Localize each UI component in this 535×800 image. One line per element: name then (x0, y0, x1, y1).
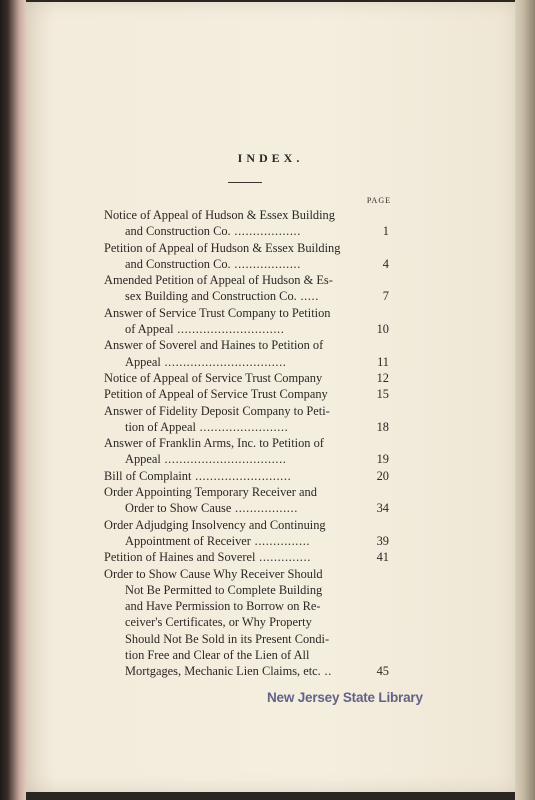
index-line-page-number: 15 (376, 387, 389, 402)
index-line (104, 566, 389, 582)
index-line (104, 484, 389, 500)
index-line-text: Not Be Permitted to Complete Building (125, 582, 323, 597)
index-line-page-number: 39 (376, 533, 389, 548)
index-line-text: Answer of Franklin Arms, Inc. to Petition of (104, 436, 324, 451)
index-line-page-number: 10 (376, 322, 389, 337)
index-line-text: Answer of Fidelity Deposit Company to Peti- (104, 403, 330, 418)
index-line-page-number: 7 (382, 289, 389, 304)
index-line-page-number: 20 (376, 468, 389, 483)
index-line-text: Bill of Complaint (104, 468, 192, 483)
index-line (104, 386, 389, 402)
index-line (104, 500, 389, 516)
index-line (104, 598, 389, 614)
index-line-text: Appeal (125, 354, 161, 369)
index-line-leader: ........................ (195, 419, 289, 434)
index-line-leader: ............... (250, 533, 311, 548)
index-line-page-number: 12 (376, 370, 389, 385)
index-line-page-number: 34 (376, 501, 389, 516)
page-column-label: PAGE (366, 196, 391, 205)
index-line-text: tion Free and Clear of the Lien of All (125, 648, 310, 663)
index-line (104, 549, 389, 565)
index-line (104, 256, 389, 272)
index-entries (104, 207, 389, 680)
index-line-text: Order Appointing Temporary Receiver and (104, 485, 317, 500)
title-rule (228, 182, 262, 183)
library-stamp: New Jersey State Library (267, 690, 423, 705)
index-line-text: Petition of Haines and Soverel (104, 550, 256, 565)
index-line-text: Petition of Appeal of Hudson & Essex Building (104, 240, 341, 255)
index-line-text: and Have Permission to Borrow on Re- (125, 599, 321, 614)
index-line (104, 337, 389, 353)
index-line-leader: .. (320, 664, 332, 679)
index-line-leader: .................. (230, 224, 301, 239)
book-spine (0, 0, 26, 800)
index-line-text: Petition of Appeal of Service Trust Company (104, 387, 328, 402)
index-line-text: Order to Show Cause (125, 501, 232, 516)
index-line (104, 468, 389, 484)
index-line-text: Mortgages, Mechanic Lien Claims, etc. (125, 664, 321, 679)
page-edge (515, 0, 535, 800)
index-line-leader: ................................. (160, 354, 287, 369)
index-line-page-number: 18 (376, 419, 389, 434)
index-line-leader: ............................. (173, 322, 285, 337)
index-line-leader: ................. (231, 501, 298, 516)
index-line (104, 288, 389, 304)
index-line-text: and Construction Co. (125, 256, 231, 271)
index-line (104, 354, 389, 370)
index-line-text: Amended Petition of Appeal of Hudson & Es- (104, 273, 333, 288)
index-line-text: Answer of Service Trust Company to Petition (104, 305, 331, 320)
index-line-text: Notice of Appeal of Service Trust Company (104, 370, 323, 385)
index-line-text: Notice of Appeal of Hudson & Essex Building (104, 208, 335, 222)
index-line-text: tion of Appeal (125, 419, 196, 434)
index-line (104, 207, 389, 223)
index-line-text: ceiver's Certificates, or Why Property (125, 615, 312, 630)
index-line-text: Order to Show Cause Why Receiver Should (104, 566, 323, 581)
index-line-text: Appeal (125, 452, 161, 467)
index-line (104, 631, 389, 647)
index-line (104, 370, 389, 386)
index-line (104, 403, 389, 419)
index-line-leader: .......................... (191, 468, 292, 483)
index-line (104, 582, 389, 598)
index-line (104, 223, 389, 239)
index-line-leader: ................................. (160, 452, 287, 467)
index-line (104, 451, 389, 467)
index-line-page-number: 45 (376, 664, 389, 679)
index-line-page-number: 11 (377, 354, 389, 369)
paper-page (26, 2, 515, 792)
index-line (104, 435, 389, 451)
index-line-text: Answer of Soverel and Haines to Petition of (104, 338, 324, 353)
index-line-page-number: 4 (382, 256, 389, 271)
index-line (104, 614, 389, 630)
index-line (104, 533, 389, 549)
index-line-leader: .............. (255, 550, 311, 565)
index-line (104, 321, 389, 337)
index-line-page-number: 41 (376, 550, 389, 565)
index-line-text: Order Adjudging Insolvency and Continuing (104, 517, 326, 532)
page-title: INDEX. (237, 151, 304, 165)
index-line (104, 663, 389, 679)
index-line (104, 305, 389, 321)
index-line-leader: ..... (296, 289, 319, 304)
index-line (104, 647, 389, 663)
index-line-text: Appointment of Receiver (125, 533, 251, 548)
index-line-text: and Construction Co. (125, 224, 231, 239)
index-line-text: of Appeal (125, 322, 174, 337)
index-line (104, 272, 389, 288)
index-line (104, 240, 389, 256)
index-line (104, 419, 389, 435)
index-line-page-number: 19 (376, 452, 389, 467)
index-line-page-number: 1 (382, 224, 389, 239)
index-line-text: Should Not Be Sold in its Present Condi- (125, 631, 330, 646)
index-line (104, 517, 389, 533)
index-line-text: sex Building and Construction Co. (125, 289, 297, 304)
index-line-leader: .................. (230, 256, 301, 271)
